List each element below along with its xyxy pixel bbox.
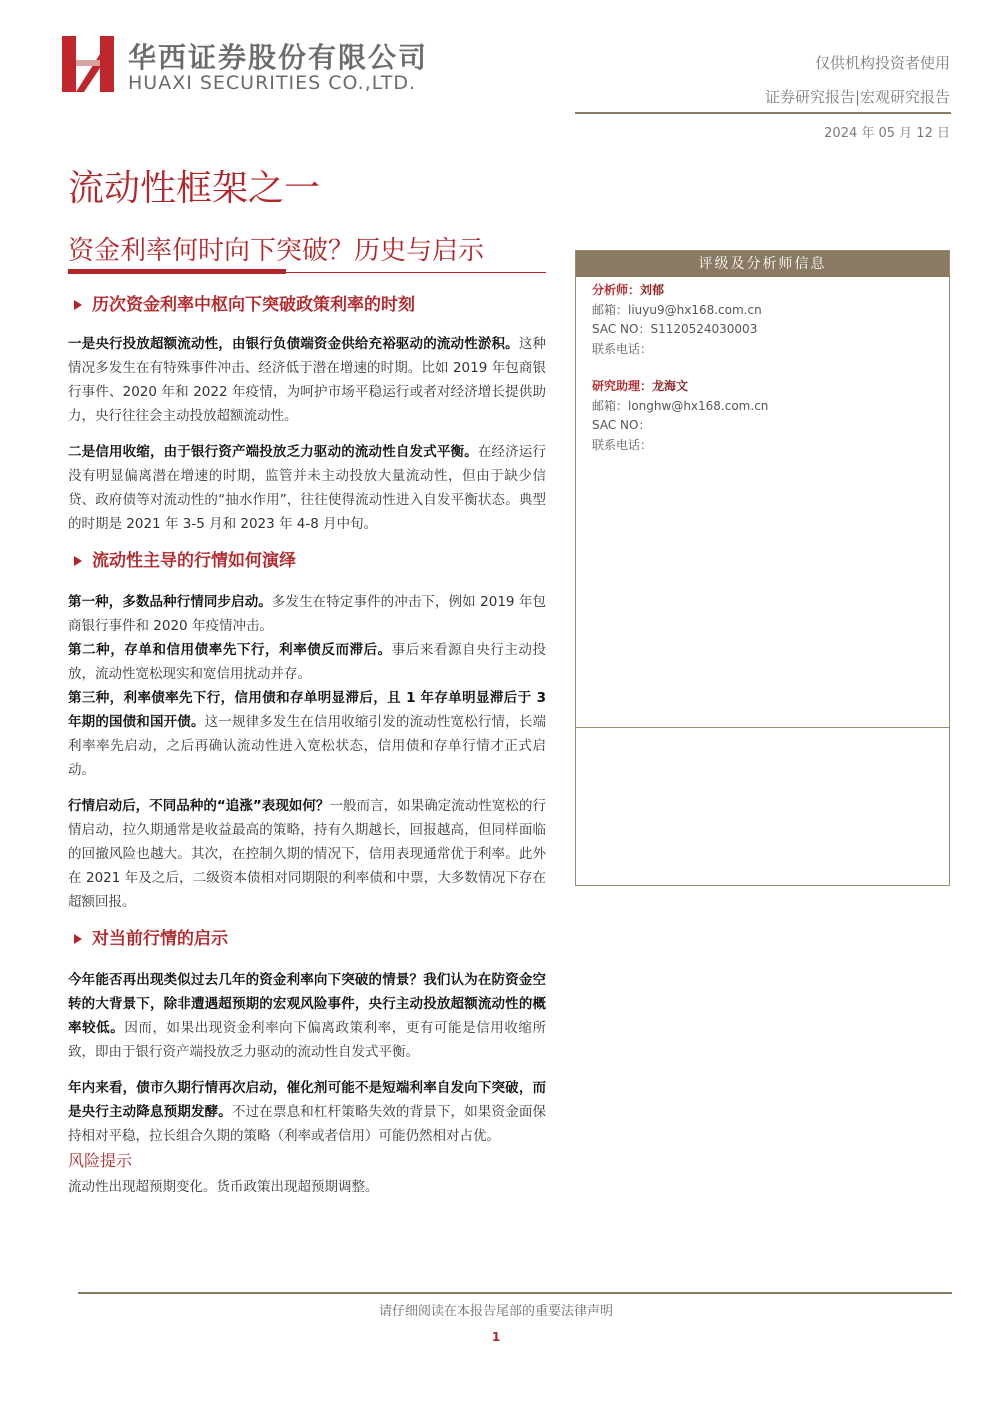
paragraph: 今年能否再出现类似过去几年的资金利率向下突破的情景？我们认为在防资金空转的大背景下，除非遭遇超预期的宏观风险事件，央行主动投放超额流动性的概率较低。因而，如果出现资金利率向下偏离政策利率，更有可能是信用收缩所致，即由于银行资产端投放乏力驱动的流动性自发式平衡。 xyxy=(68,972,547,1060)
header-divider xyxy=(575,112,951,114)
paragraph: 第三种，利率债率先下行，信用债和存单明显滞后，且 1 年存单明显滞后于 3 年期的国债和国开债。这一规律多发生在信用收缩引发的流动性宽松行情，长端利率率先启动，之后再确认流动性进入宽松状态，信用债和存单行情才正式启动。 xyxy=(68,690,547,778)
page-number: 1 xyxy=(491,1330,501,1344)
analyst-phone: 联系电话： xyxy=(592,341,653,356)
report-subtitle: 资金利率何时向下突破？历史与启示 xyxy=(68,236,485,266)
risk-text: 流动性出现超预期变化。货币政策出现超预期调整。 xyxy=(68,1179,379,1195)
analyst-role: 研究助理： xyxy=(592,379,653,393)
risk-heading: 风险提示 xyxy=(68,1151,133,1170)
paragraph: 第一种，多数品种行情同步启动。多发生在特定事件的冲击下，例如 2019 年包商银行事件和 2020 年疫情冲击。 xyxy=(68,594,546,634)
analyst-name: 刘郁 xyxy=(640,283,665,297)
paragraph: 第二种，存单和信用债率先下行，利率债反而滞后。事后来看源自央行主动投放，流动性宽松现实和宽信用扰动并存。 xyxy=(68,642,547,682)
paragraph: 行情启动后，不同品种的“追涨”表现如何？一般而言，如果确定流动性宽松的行情启动，拉久期通常是收益最高的策略，持有久期越长，回报越高，但同样面临的回撤风险也越大。其次，在控制久期的情况下，信用表现通常优于利率。此外在 2021 年及之后，二级资本债相对同期限的利率债和中票，大多数情况下存在超额回报。 xyxy=(68,798,547,910)
legal-disclaimer-note: 请仔细阅读在本报告尾部的重要法律声明 xyxy=(378,1304,613,1319)
paragraph: 二是信用收缩，由于银行资产端投放乏力驱动的流动性自发式平衡。在经济运行没有明显偏离潜在增速的时期，监管并未主动投放大量流动性，但由于缺少信贷、政府债等对流动性的“抽水作用”，往往使得流动性进入自发平衡状态。典型的时期是 2021 年 3-5 月和 2023 年 4-8 月中旬。 xyxy=(68,444,547,532)
report-date: 2024 年 05 月 12 日 xyxy=(824,126,950,141)
section-heading: 流动性主导的行情如何演绎 xyxy=(68,548,546,574)
company-name-en: HUAXI SECURITIES CO.,LTD. xyxy=(128,72,416,94)
analyst-sac: SAC NO： xyxy=(592,418,651,432)
triangle-bullet-icon xyxy=(74,556,82,566)
analyst-card xyxy=(592,281,762,359)
institutional-only-label: 仅供机构投资者使用 xyxy=(814,54,950,72)
triangle-bullet-icon xyxy=(74,300,82,310)
analyst-sac: SAC NO：S1120524030003 xyxy=(592,322,758,336)
analyst-role: 分析师： xyxy=(592,283,641,297)
analyst-name: 龙海文 xyxy=(652,379,689,393)
analyst-phone: 联系电话： xyxy=(592,437,653,452)
section-heading: 历次资金利率中枢向下突破政策利率的时刻 xyxy=(68,292,546,318)
paragraph: 年内来看，债市久期行情再次启动，催化剂可能不是短端利率自发向下突破，而是央行主动降息预期发酵。不过在票息和杠杆策略失效的背景下，如果资金面保持相对平稳，拉长组合久期的策略（利率或者信用）可能仍然相对占优。 xyxy=(68,1080,547,1144)
report-title: 流动性框架之一 xyxy=(68,168,321,209)
paragraph: 一是央行投放超额流动性，由银行负债端资金供给充裕驱动的流动性淤积。这种情况多发生在有特殊事件冲击、经济低于潜在增速的时期。比如 2019 年包商银行事件、2020 年和 2022 年疫情，为呵护市场平稳运行或者对经济增长提供助力，央行往往会主动投放超额流动性。 xyxy=(68,336,547,424)
analyst-email[interactable]: 邮箱：longhw@hx168.com.cn xyxy=(592,398,769,413)
triangle-bullet-icon xyxy=(74,934,82,944)
footer-divider xyxy=(78,1292,952,1294)
subtitle-underline-accent xyxy=(68,269,286,274)
company-name-cn: 华西证券股份有限公司 xyxy=(128,41,429,74)
analyst-email[interactable]: 邮箱：liuyu9@hx168.com.cn xyxy=(592,302,762,317)
report-category: 证券研究报告|宏观研究报告 xyxy=(764,88,950,106)
summary-body xyxy=(68,292,546,1199)
analyst-box-header: 评级及分析师信息 xyxy=(576,251,949,277)
analyst-box-content xyxy=(576,277,949,728)
analyst-info-box xyxy=(575,250,950,886)
section-heading: 对当前行情的启示 xyxy=(68,926,546,952)
company-logo-icon xyxy=(62,36,114,92)
analyst-card xyxy=(592,377,768,455)
